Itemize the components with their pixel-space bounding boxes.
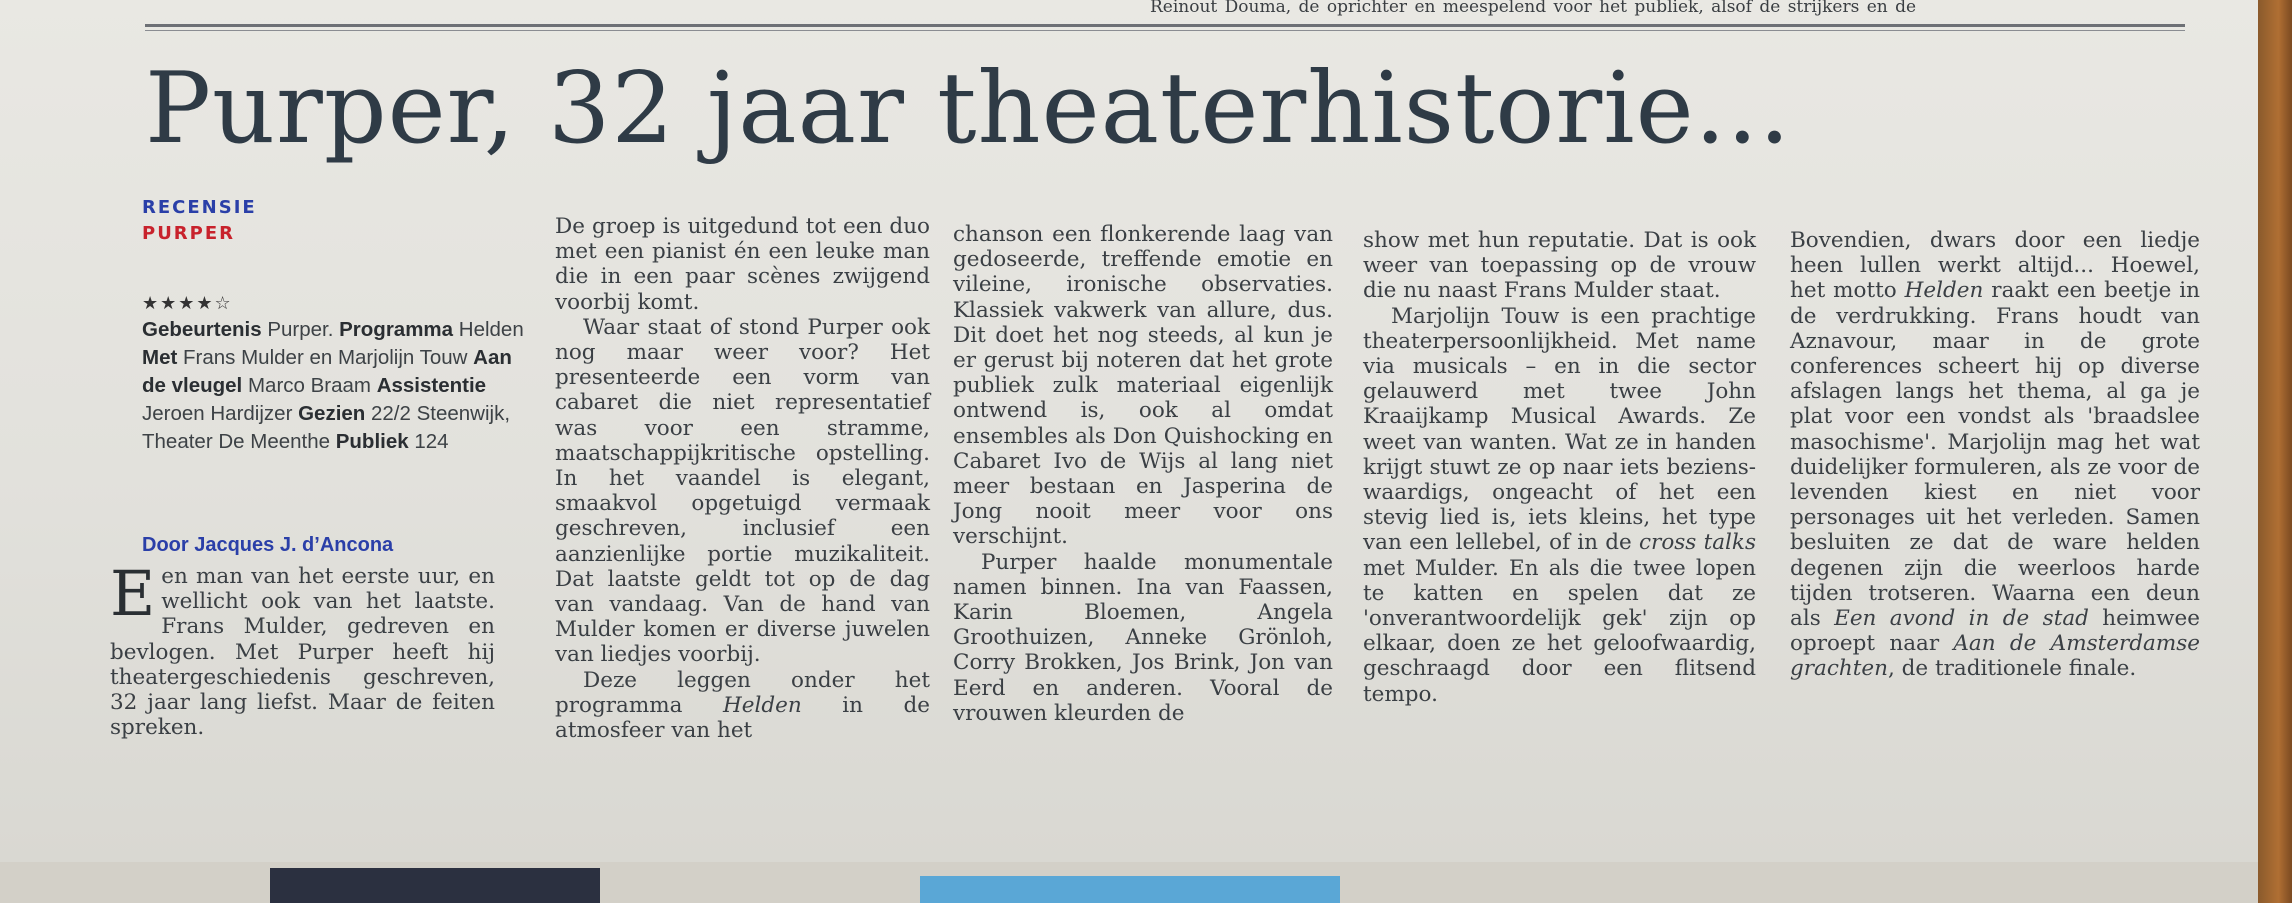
header-rule-thin [145,30,2185,31]
article-column-3 [953,222,1333,726]
info-key: Aan de vleugel [142,346,512,397]
star-rating: ★★★★☆ [142,293,233,314]
paragraph: show met hun reputatie. Dat is ook weer van toepassing op de vrouw die nu naast Frans Mulder staat. [1363,228,1756,304]
info-key: Met [142,346,178,369]
info-value: 124 [408,430,449,453]
header-rule [145,24,2185,27]
table-surface [2258,0,2292,903]
headline: Purper, 32 jaar theaterhistorie... [145,52,1792,166]
paragraph: Waar staat of stond Purper ook nog maar weer voor? Het presenteerde een vorm van cabaret die niet representatief was voor een stramme, maatschappijkritische opstelling. In het vaandel is elegant, smaakvol opgetuigd vermaak geschreven, inclusief een aanzienlijke portie muzikaliteit. Dat laatste geldt tot op de dag van vandaag. Van de hand van Mulder komen er diverse juwelen van liedjes voorbij. [555,314,930,668]
subject-label: PURPER [142,223,236,244]
info-key: Assistentie [376,374,487,397]
paragraph: chanson een flonkerende laag van gedoseerde, treffende emotie en vileine, ironische observaties. Klassiek vakwerk van allure, dus. Dit doet het nog steeds, al kun je er gerust bij noteren dat het grote publiek zulk materiaal eigenlijk ontwend is, ook al omdat ensembles als Don Quishocking en Cabaret Ivo de Wijs al lang niet meer bestaan en Jasperina de Jong nooit meer voor ons verschijnt. [953,222,1333,550]
paragraph: Deze leggen onder het programma Helden in de atmosfeer van het [555,667,930,744]
paragraph: Bovendien, dwars door een liedje heen lullen werkt altijd... Hoewel, het motto Helden raakt een beetje in de verdrukking. Frans houdt van Aznavour, maar in de grote conferences scheert hij op diverse afslagen langs het thema, al ga je plat voor een vondst als 'braadslee masochisme'. Marjolijn mag het wat duidelijker formuleren, als ze voor de levenden kiest en niet voor personages uit het verleden. Samen besluiten ze dat de ware helden degenen zijn die weerloos harde tijden trotseren. Waarna een deun als Een avond in de stad heimwee oproept naar Aan de Amsterdamse grachten, de traditionele finale. [1790,228,2200,682]
next-page-blue-block [920,876,1340,903]
info-value: Frans Mulder en Marjolijn Touw [177,346,474,369]
paragraph: Purper haalde monumentale namen binnen. Ina van Faassen, Karin Bloemen, Angela Groothuizen, Anneke Grönloh, Corry Brokken, Jos Brink, Jon van Eerd en anderen. Vooral de vrouwen kleurden de [953,549,1333,726]
byline: Door Jacques J. d’Ancona [142,534,394,556]
info-key: Gebeurtenis [142,318,262,341]
category-label: RECENSIE [142,197,257,218]
paragraph: Marjolijn Touw is een prachtige theaterpersoonlijkheid. Met name via musicals – en in die sector gelauwerd met twee John Kraaijkamp Musical Awards. Ze weet van wanten. Wat ze in handen krijgt stuwt ze op naar iets bezienswaardigs, ongeacht of het een stevig lied is, iets kleins, het type van een lellebel, of in de cross talks met Mulder. En als die twee lopen te katten en spelen dat ze 'onverantwoordelijk gek' zijn op elkaar, doen ze het geloofwaardig, geschraagd door een flitsend tempo. [1363,303,1756,707]
paragraph: en man van het eerste uur, en wellicht ook van het laatste. Frans Mulder, gedreven en bevlogen. Met Purper heeft hij theatergeschiedenis geschreven, 32 jaar lang liefst. Maar de feiten spreken. [110,564,495,741]
info-key: Gezien [298,402,366,425]
info-value: Purper. [261,318,340,341]
production-info [142,316,527,456]
article-column-4 [1363,228,1756,707]
info-key: Programma [339,318,454,341]
drop-cap: E [110,557,156,630]
article-column-2 [555,214,930,743]
previous-article-text: Reinout Douma, de oprichter en meespelend voor het publiek, alsof de strijkers en de [1150,0,1917,17]
article-column-1 [110,557,495,741]
info-value: Jeroen Hardijzer [142,402,299,425]
info-value: 22/2 Steenwijk, Theater De Meenthe [142,402,511,453]
info-key: Publiek [335,430,409,453]
info-value: Helden [453,318,524,341]
next-page-dark-block [270,868,600,903]
paragraph: De groep is uitgedund tot een duo met een pianist én een leuke man die in een paar scènes zwijgend voorbij komt. [555,214,930,315]
article-column-5 [1790,228,2200,682]
info-value: Marco Braam [242,374,377,397]
